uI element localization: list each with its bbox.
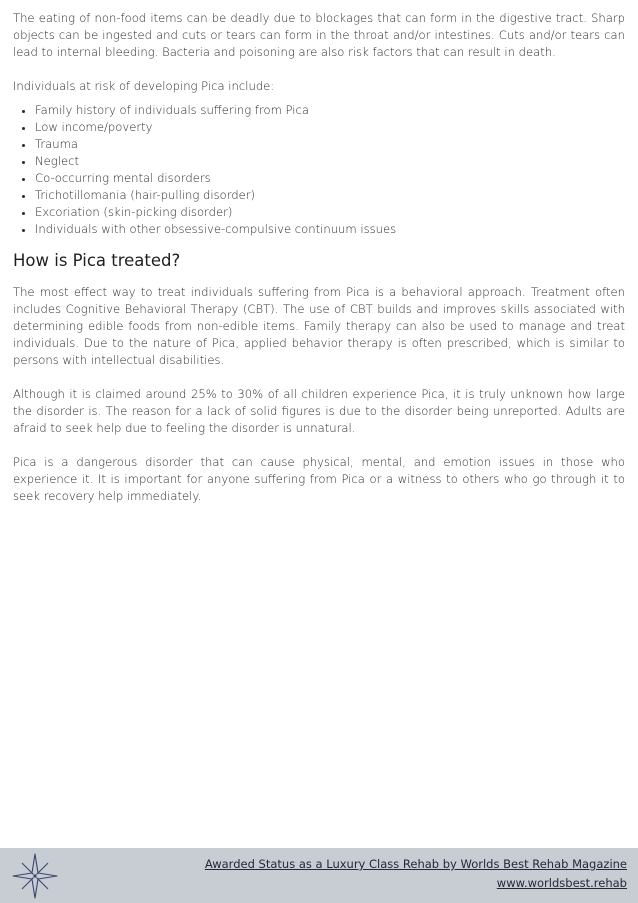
page-footer (0, 848, 638, 903)
list-item: • Co-occurring mental disorders (34, 170, 625, 187)
prevalence-paragraph: Although it is claimed around 25% to 30% of all children experience Pica, it is truly unknown how large the disorder is. The reason for a lack of solid figures is due to the disorder being unreported. Adults are afraid to seek help due to feeling the disorder is unnatural. (13, 387, 625, 435)
conclusion-paragraph: Pica is a dangerous disorder that can cause physical, mental, and emotion issues in those who experience it. It is important for anyone suffering from Pica or a witness to others who go through it to seek recovery help immediately. (13, 455, 625, 503)
intro-paragraph: The eating of non-food items can be deadly due to blockages that can form in the digestive tract. Sharp objects can be ingested and cuts or tears can form in the throat and/or intestines. Cuts and/or tears can lead to internal bleeding. Bacteria and poisoning are also risk factors that can result in death. (13, 11, 625, 59)
list-item: • Trichotillomania (hair-pulling disorder) (34, 187, 625, 204)
website-link[interactable]: www.worldsbest.rehab (496, 876, 627, 890)
list-item: • Low income/poverty (34, 119, 625, 136)
award-link[interactable]: Awarded Status as a Luxury Class Rehab by Worlds Best Rehab Magazine (204, 857, 627, 871)
section-heading: How is Pica treated? (13, 251, 181, 270)
document-body (13, 10, 625, 522)
list-item: • Individuals with other obsessive-compulsive continuum issues (34, 221, 625, 238)
risk-list (13, 102, 625, 238)
list-item: • Excoriation (skin-picking disorder) (34, 204, 625, 221)
list-item: • Family history of individuals suffering from Pica (34, 102, 625, 119)
treatment-paragraph: The most effect way to treat individuals suffering from Pica is a behavioral approach. Treatment often includes Cognitive Behavioral Therapy (CBT). The use of CBT builds and improves skills associated with determining edible foods from non-edible items. Family therapy can also be used to manage and treat individuals. Due to the nature of Pica, applied behavior therapy is often prescribed, which is similar to persons with intellectual disabilities. (13, 285, 625, 367)
risk-lead: Individuals at risk of developing Pica include: (13, 79, 275, 93)
list-item: • Neglect (34, 153, 625, 170)
list-item: • Trauma (34, 136, 625, 153)
compass-star-icon (10, 851, 60, 901)
